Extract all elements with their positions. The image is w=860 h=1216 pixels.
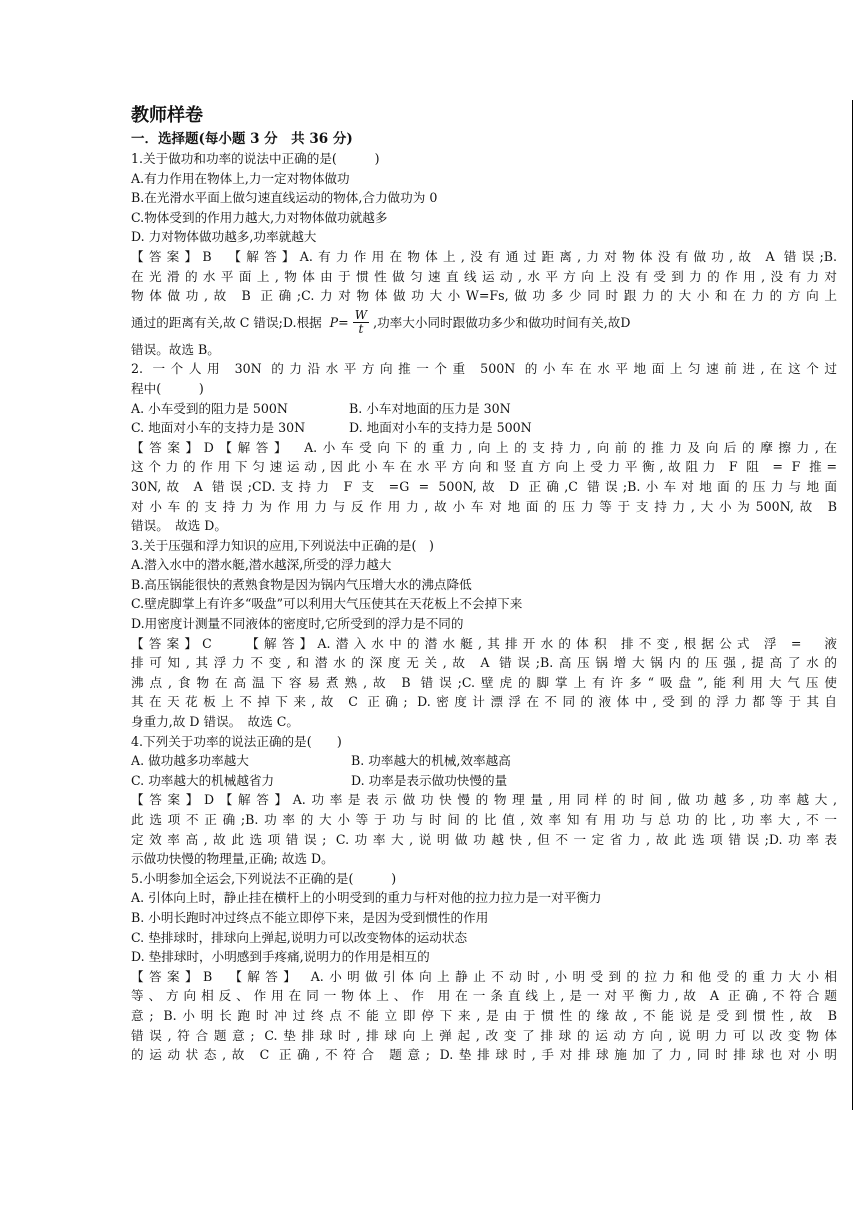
option-b: B.在光滑水平面上做匀速直线运动的物体,合力做功为 0 — [131, 190, 438, 206]
answer-line: 的运动状态,故 C 正确,不符合 题意; D.垫排球时,手对排球施加了力,同时排球也对小明 — [131, 1047, 837, 1063]
answer-text: 通过的距离有关,故 C 错误;D.根据 — [131, 314, 322, 330]
question-3 — [131, 536, 837, 732]
answer-line: 排可知,其浮力不变,和潜水的深度无关,故 A 错误;B.高压锅增大锅内的压强,提高了水的 — [131, 655, 837, 671]
question-stem: 3.关于压强和浮力知识的应用,下列说法中正确的是( ) — [131, 537, 434, 553]
option-d: D. 垫排球时，小明感到手疼痛,说明力的作用是相互的 — [131, 949, 430, 965]
question-stem: 2. 一个人用 30N 的力沿水平方向推一个重 500N 的小车在水平地面上匀速前进,在这个过 — [131, 361, 837, 377]
option-a: A. 小车受到的阻力是 500N — [131, 400, 288, 416]
question-stem: 程中( ) — [131, 380, 204, 396]
answer-line-with-formula — [131, 306, 837, 340]
options-row — [131, 418, 837, 438]
answer-line: 【答案】D【解答】A.功率是表示做功快慢的物理量,用同样的时间,做功越多,功率越大, — [131, 792, 837, 808]
option-b: B. 小车对地面的压力是 30N — [349, 400, 511, 416]
answer-line: 示做功快慢的物理量,正确; 故选 D。 — [131, 851, 334, 867]
option-c: C. 功率越大的机械越省力 — [131, 772, 275, 788]
options-row — [131, 771, 837, 791]
answer-line: 定效率高,故此选项错误; C.功率大,说明做功越快,但不一定省力,故此选项错误;D.功率表 — [131, 831, 837, 847]
section-heading: 一．选择题(每小题 3 分 共 36 分) — [131, 131, 353, 147]
answer-line: 30N,故 A 错误;CD.支持力 F 支 =G = 500N,故 D 正确,C 错误;B.小车对地面的压力与地面 — [131, 478, 837, 494]
option-d: D. 功率是表示做功快慢的量 — [351, 772, 508, 788]
option-c: C. 垫排球时，排球向上弹起,说明力可以改变物体的运动状态 — [131, 929, 468, 945]
question-stem: 4.下列关于功率的说法正确的是( ) — [131, 733, 342, 749]
option-c: C.物体受到的作用力越大,力对物体做功就越多 — [131, 209, 388, 225]
answer-line: 等、方向相反、作用在同一物体上、作 用在一条直线上,是一对平衡力,故 A 正确,不符合题 — [131, 988, 837, 1004]
answer-line: 身重力,故 D 错误。 故选 C。 — [131, 714, 299, 730]
question-stem: 1.关于做功和功率的说法中正确的是( ) — [131, 151, 380, 166]
answer-line: 这个力的作用下匀速运动,因此小车在水平方向和竖直方向上受力平衡,故阻力 F 阻 = F 推= — [131, 459, 837, 475]
answer-line: 错误,符合题意; C.垫排球时,排球向上弹起,改变了排球的运动方向,说明力可以改变物体 — [131, 1027, 837, 1043]
answer-line: 沸点,食物在高温下容易煮熟,故 B 错误;C.壁虎的脚掌上有许多“吸盘”,能利用大气压使 — [131, 674, 837, 690]
option-a: A.有力作用在物体上,力一定对物体做功 — [131, 170, 350, 186]
formula-fraction — [353, 309, 369, 336]
formula-denominator: t — [358, 322, 364, 337]
document-page — [131, 104, 837, 1065]
answer-line: 物体做功,故 B 正确;C.力对物体做功大小W=Fs,做功多少同时跟力的大小和在力的方向上 — [131, 288, 837, 304]
question-4 — [131, 732, 837, 869]
option-b: B.高压锅能很快的煮熟食物是因为锅内气压增大水的沸点降低 — [131, 576, 472, 592]
page-margin-rule — [852, 100, 853, 1110]
option-b: B. 小明长跑时冲过终点不能立即停下来，是因为受到惯性的作用 — [131, 909, 489, 925]
option-d: D. 力对物体做功越多,功率就越大 — [131, 229, 317, 245]
option-b: B. 功率越大的机械,效率越高 — [351, 753, 511, 769]
answer-line: 【答案】C 【解答】A.潜入水中的潜水艇,其排开水的体积 排不变,根据公式 浮 = 液 — [131, 635, 837, 651]
answer-line: 对小车的支持力为作用力与反作用力,故小车对地面的压力等于支持力,大小为500N,故 B — [131, 498, 837, 514]
formula-numerator: W — [354, 308, 368, 323]
answer-line: 【答案】D【解答】 A.小车受向下的重力,向上的支持力,向前的推力及向后的摩擦力,在 — [131, 439, 837, 455]
question-5 — [131, 869, 837, 1065]
question-2 — [131, 359, 837, 535]
answer-line: 在光滑的水平面上,物体由于惯性做匀速直线运动,水平方向上没有受到力的作用,没有力对 — [131, 268, 837, 284]
answer-line: 其在天花板上不掉下来,故 C 正确; D.密度计漂浮在不同的液体中,受到的浮力都等于其自 — [131, 694, 837, 710]
option-c: C.壁虎脚掌上有许多“吸盘”可以利用大气压使其在天花板上不会掉下来 — [131, 596, 523, 612]
answer-text: ,功率大小同时跟做功多少和做功时间有关,故D — [373, 314, 631, 330]
option-a: A.潜入水中的潜水艇,潜水越深,所受的浮力越大 — [131, 557, 392, 573]
answer-line: 【答案】B 【解答】 A.小明做引体向上静止不动时,小明受到的拉力和他受的重力大小相 — [131, 968, 837, 984]
formula-power-symbol: P — [329, 314, 339, 330]
answer-line: 错误。故选 B。 — [131, 341, 220, 357]
answer-line: 错误。 故选 D。 — [131, 518, 227, 534]
option-a: A. 引体向上时，静止挂在横杆上的小明受到的重力与杆对他的拉力拉力是一对平衡力 — [131, 890, 602, 906]
options-row — [131, 751, 837, 771]
option-c: C. 地面对小车的支持力是 30N — [131, 420, 306, 436]
option-a: A. 做功越多功率越大 — [131, 753, 249, 769]
answer-line: 此选项不正确;B.功率的大小等于功与时间的比值,效率知有用功与总功的比,功率大,不一 — [131, 812, 837, 827]
options-row — [131, 399, 837, 419]
formula-equals: = — [338, 314, 349, 330]
answer-line: 意; B.小明长跑时冲过终点不能立即停下来,是由于惯性的缘故,不能说是受到惯性,故 B — [131, 1007, 837, 1023]
answer-line: 【答案】B 【解答】A.有力作用在物体上,没有通过距离,力对物体没有做功,故 A 错误;B. — [131, 248, 837, 264]
option-d: D. 地面对小车的支持力是 500N — [349, 420, 532, 436]
question-1 — [131, 149, 837, 359]
question-stem: 5.小明参加全运会,下列说法不正确的是( ) — [131, 870, 397, 886]
page-title: 教师样卷 — [131, 105, 203, 126]
option-d: D.用密度计测量不同液体的密度时,它所受到的浮力是不同的 — [131, 616, 464, 632]
